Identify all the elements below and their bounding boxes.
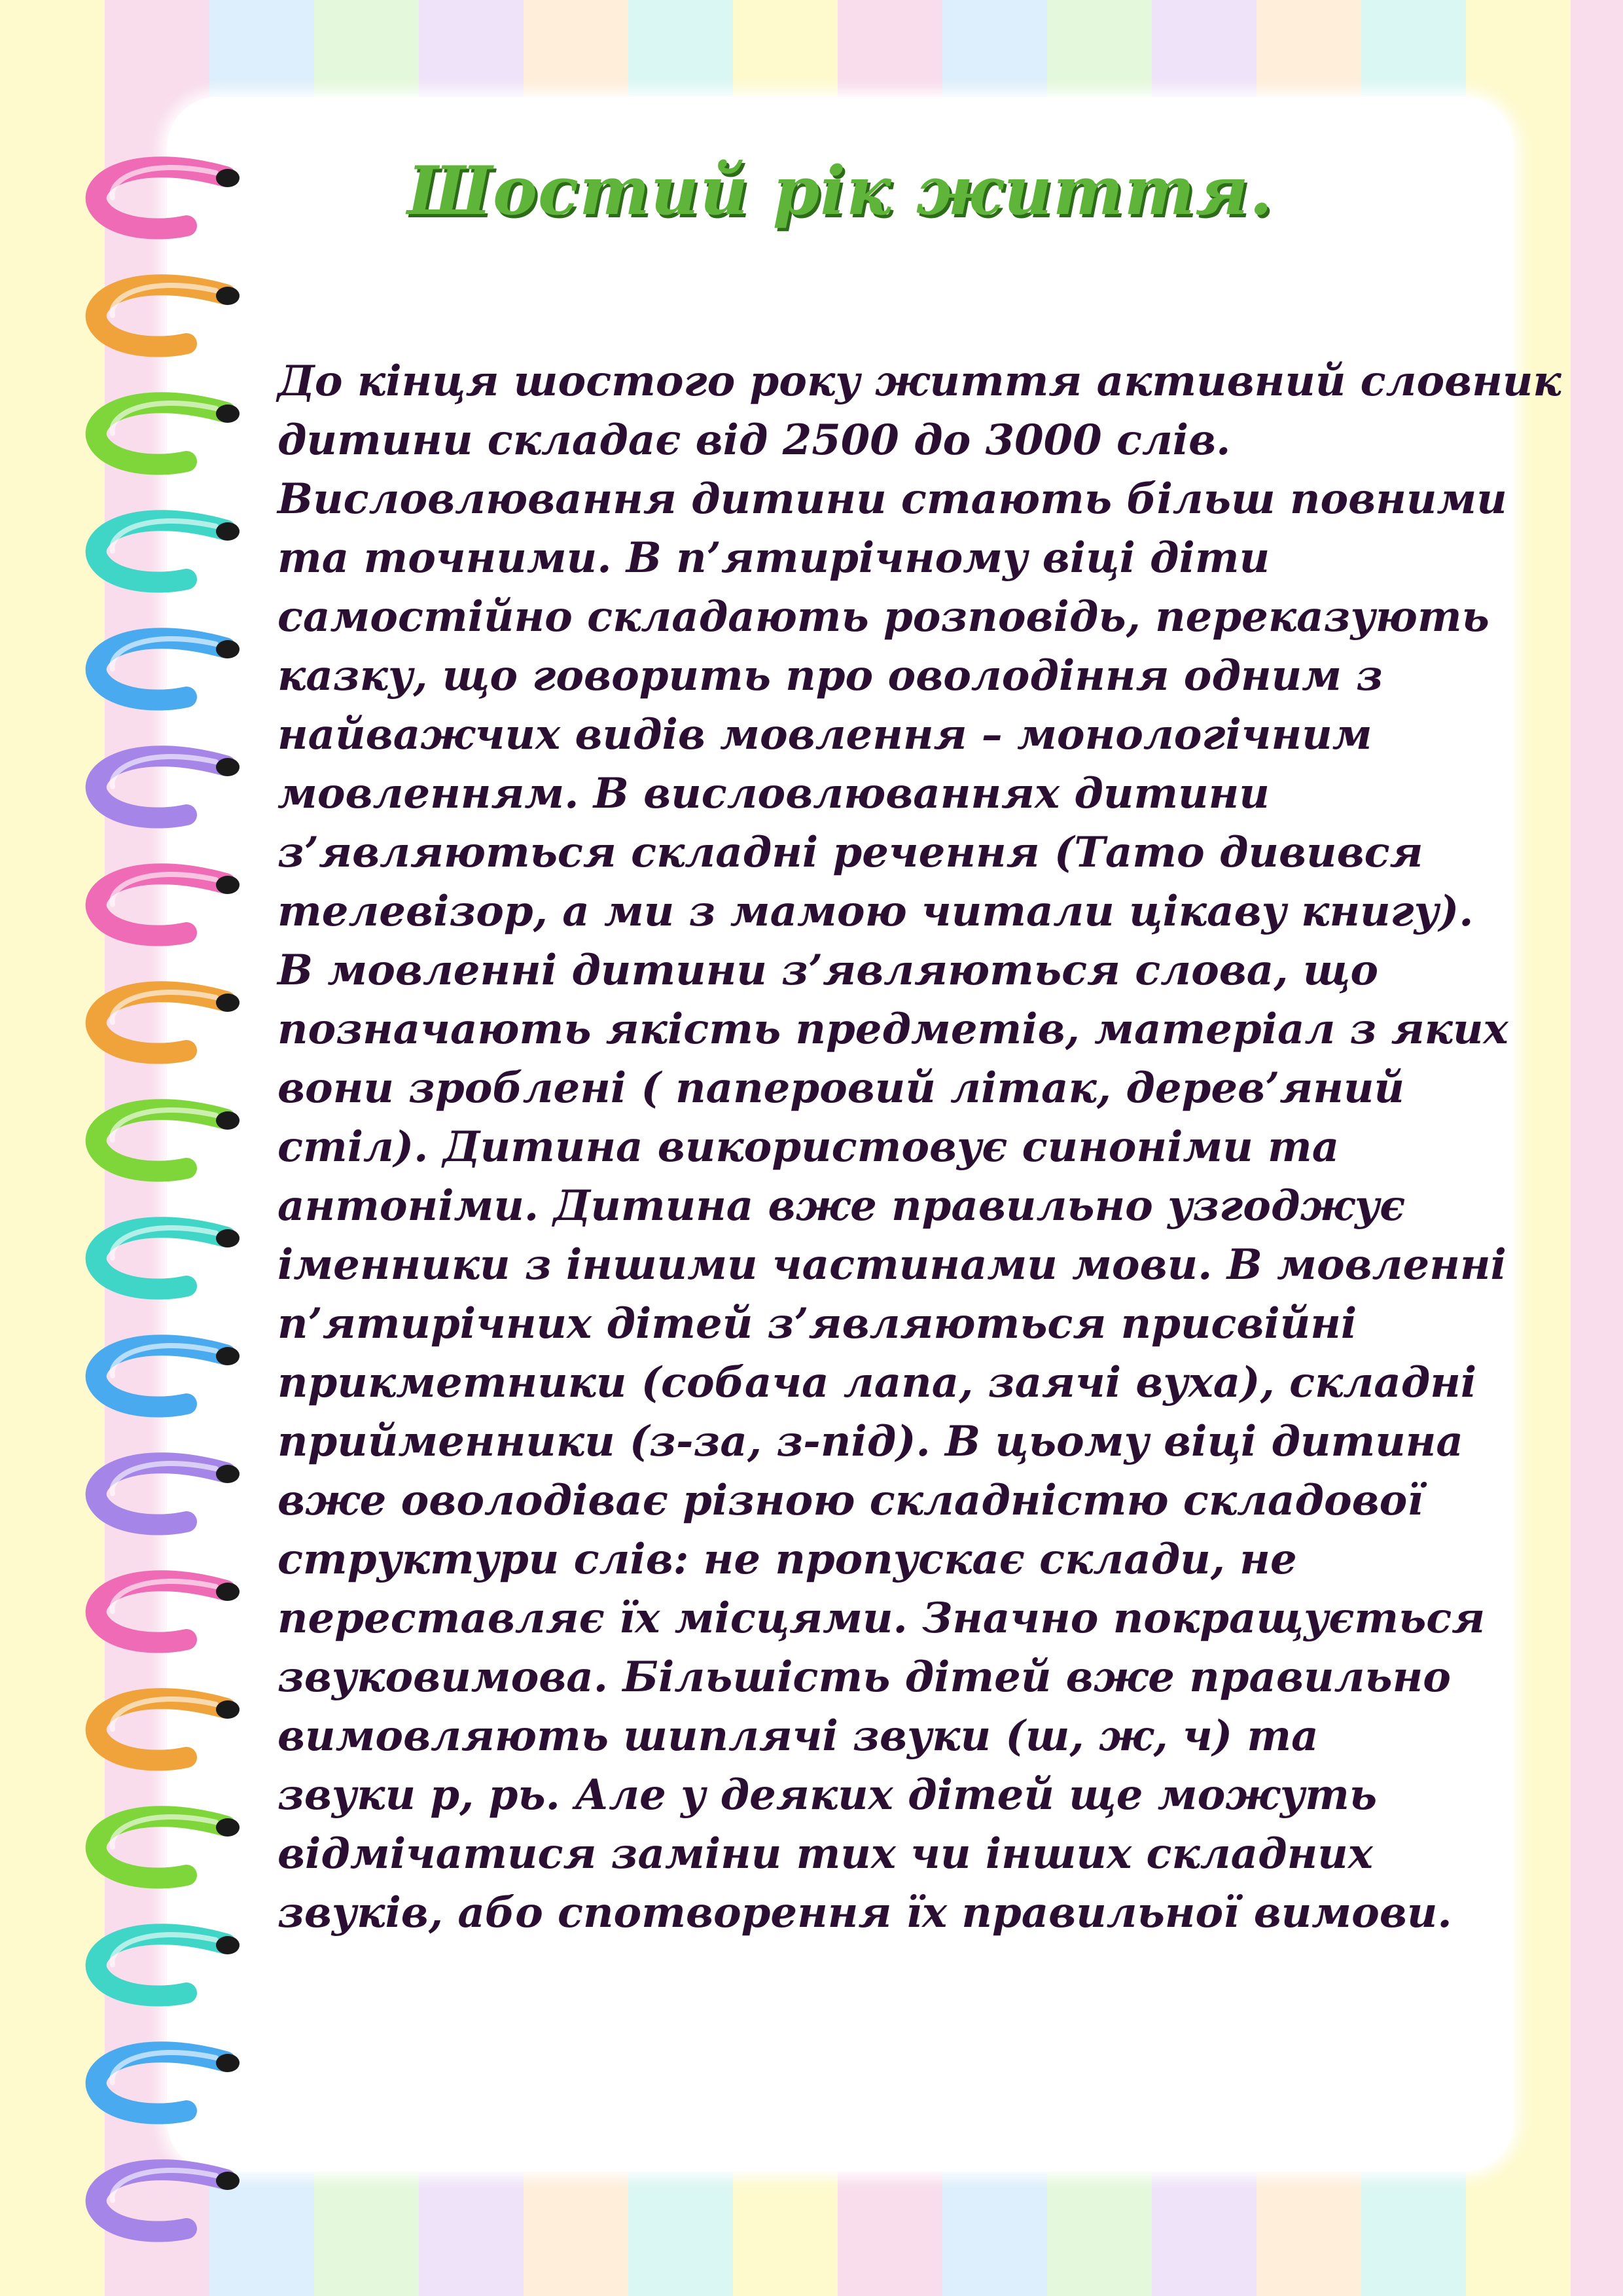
- body-paragraph: [277, 352, 1561, 1943]
- spiral-ring-icon: [96, 403, 240, 464]
- paragraph-line: телевізор, а ми з мамою читали цікаву книгу).: [277, 887, 1474, 936]
- spiral-ring-icon: [96, 1816, 240, 1878]
- paragraph-line: п’ятирічних дітей з’являються присвійні: [277, 1299, 1357, 1348]
- spiral-ring-icon: [96, 874, 240, 935]
- paragraph-line: казку, що говорить про оволодіння одним з: [277, 651, 1383, 700]
- spiral-ring-icon: [96, 1345, 240, 1407]
- paragraph-line: прийменники (з-за, з-під). В цьому віці дитина: [277, 1417, 1463, 1466]
- paragraph-line: з’являються складні речення (Тато дивився: [277, 828, 1423, 877]
- spiral-binding: [0, 0, 275, 2296]
- spiral-ring-icon: [96, 1698, 240, 1760]
- spiral-ring-icon: [96, 1934, 240, 1996]
- paragraph-line: переставляє їх місцями. Значно покращується: [277, 1594, 1486, 1643]
- paragraph-line: Висловлювання дитини стають більш повними: [277, 475, 1507, 524]
- paragraph-line: структури слів: не пропускає склади, не: [277, 1535, 1297, 1584]
- spiral-ring-icon: [96, 1109, 240, 1171]
- paragraph-line: самостійно складають розповідь, переказують: [277, 592, 1489, 641]
- paragraph-line: вони зроблені ( паперовий літак, дерев’яний: [277, 1064, 1404, 1113]
- paragraph-line: стіл). Дитина використовує синоніми та: [277, 1122, 1340, 1172]
- paragraph-line: мовленням. В висловлюваннях дитини: [277, 769, 1270, 818]
- paragraph-line: В мовленні дитини з’являються слова, що: [277, 946, 1379, 995]
- spiral-ring-icon: [96, 1581, 240, 1642]
- paragraph-line: позначають якість предметів, матеріал з яких: [277, 1005, 1508, 1054]
- paragraph-line: та точними. В п’ятирічному віці діти: [277, 533, 1270, 583]
- paragraph-line: звуків, або спотворення їх правильної вимови.: [277, 1888, 1452, 1937]
- spiral-ring-icon: [96, 2052, 240, 2113]
- paragraph-line: звуковимова. Більшість дітей вже правильно: [277, 1653, 1451, 1702]
- spiral-ring-icon: [96, 520, 240, 582]
- paragraph-line: відмічатися заміни тих чи інших складних: [277, 1829, 1373, 1878]
- spiral-ring-icon: [96, 638, 240, 700]
- spiral-ring-icon: [96, 992, 240, 1053]
- paragraph-line: найважчих видів мовлення – монологічним: [277, 710, 1372, 759]
- paragraph-line: іменники з іншими частинами мови. В мовленні: [277, 1240, 1507, 1289]
- paragraph-line: вимовляють шиплячі звуки (ш, ж, ч) та: [277, 1712, 1319, 1761]
- spiral-ring-icon: [96, 756, 240, 817]
- paragraph-line: вже оволодіває різною складністю складової: [277, 1476, 1423, 1525]
- page-title: Шостий рік життя.: [407, 152, 1274, 230]
- spiral-ring-icon: [96, 285, 240, 346]
- paragraph-line: До кінця шостого року життя активний словник: [277, 357, 1561, 406]
- spiral-ring-icon: [96, 1463, 240, 1524]
- spiral-ring-icon: [96, 1227, 240, 1289]
- paragraph-line: дитини складає від 2500 до 3000 слів.: [277, 416, 1231, 465]
- paragraph-line: звуки р, рь. Але у деяких дітей ще можуть: [277, 1770, 1378, 1820]
- spiral-ring-icon: [96, 2170, 240, 2231]
- paragraph-line: прикметники (собача лапа, заячі вуха), складні: [277, 1358, 1477, 1407]
- paragraph-line: антоніми. Дитина вже правильно узгоджує: [277, 1181, 1406, 1230]
